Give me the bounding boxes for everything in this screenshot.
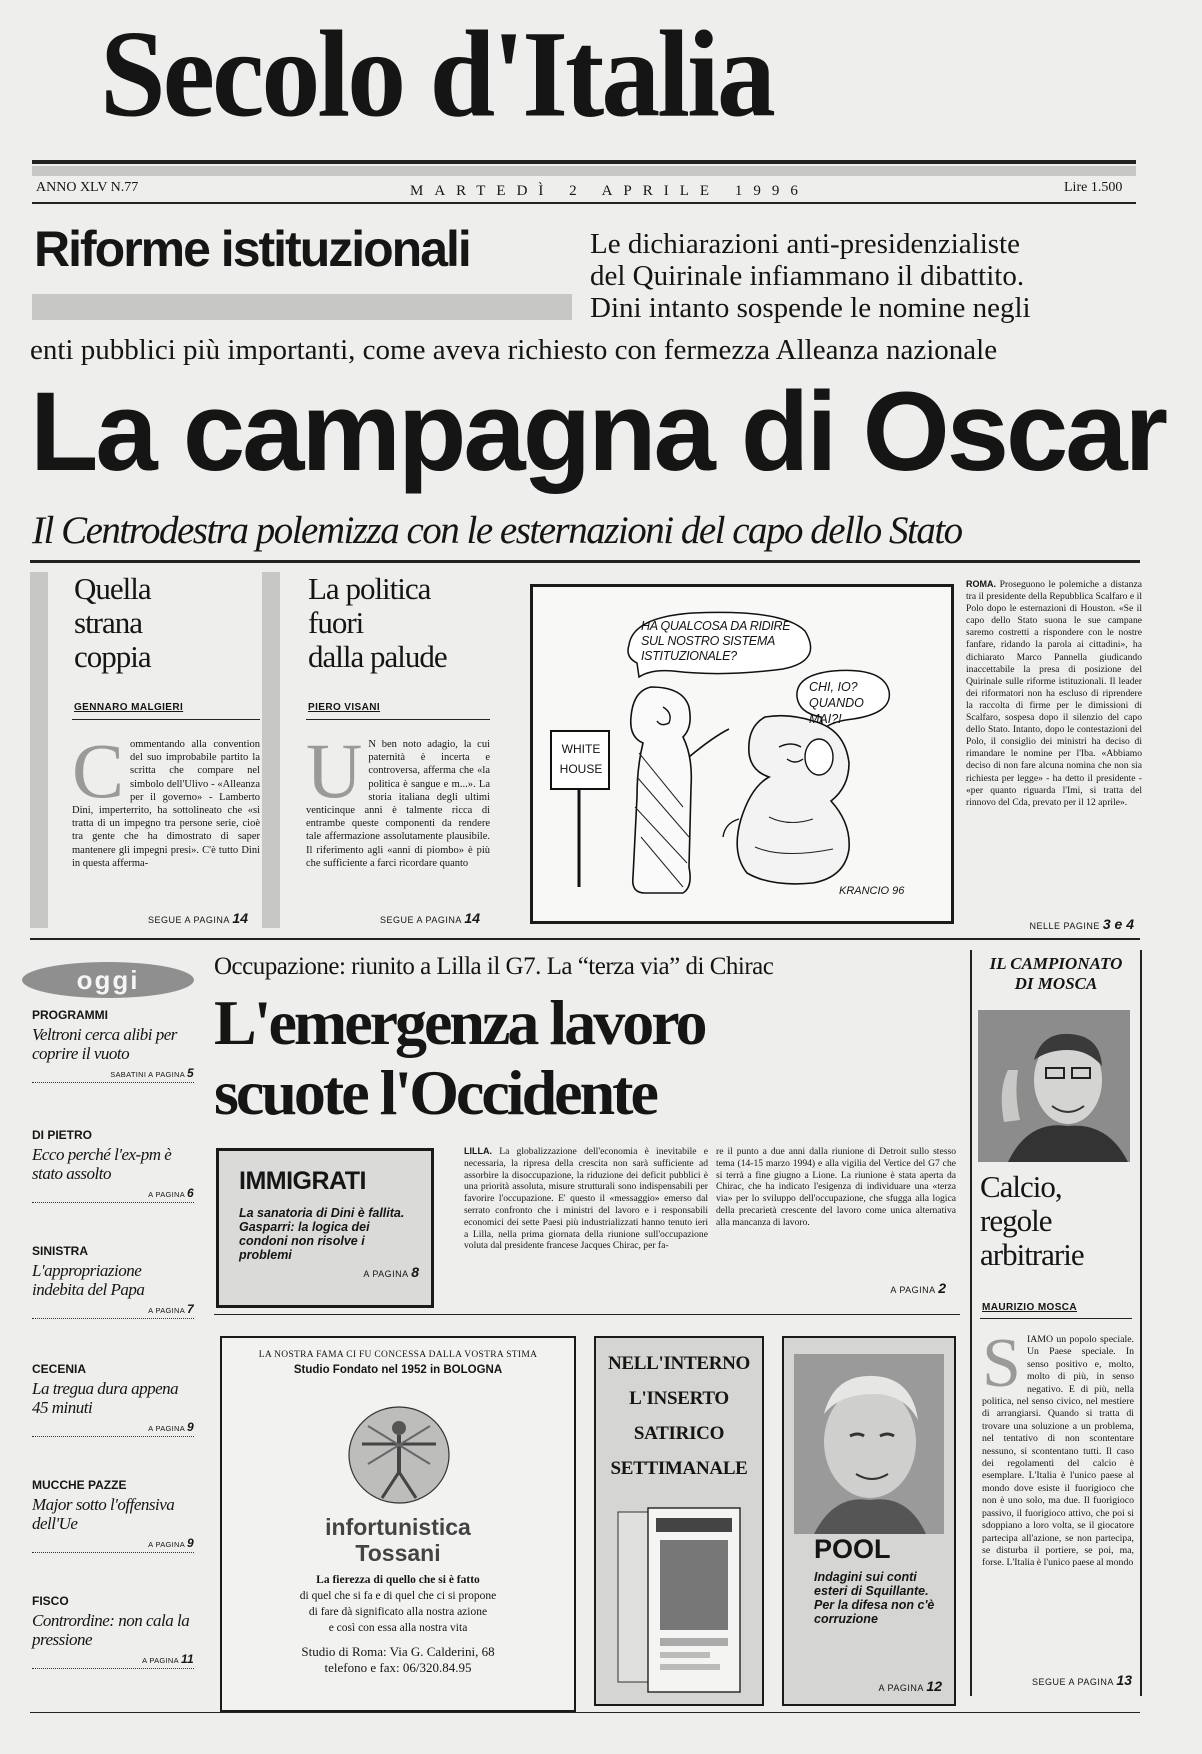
ad-quote xyxy=(222,1572,574,1636)
continue-label: SEGUE A PAGINA xyxy=(148,915,230,925)
ref-label: A PAGINA xyxy=(148,1306,185,1315)
cartoon-bubble-2 xyxy=(809,679,893,727)
sidebar-item[interactable] xyxy=(32,1244,194,1319)
kicker-grey-bar xyxy=(32,294,572,320)
brand-line: Tossani xyxy=(355,1540,441,1566)
kicker-deck xyxy=(590,228,1150,324)
bubble-line: QUANDO MAI?! xyxy=(809,696,864,726)
mosca-rubric xyxy=(976,954,1136,994)
sidebar-category: PROGRAMMI xyxy=(32,1008,108,1022)
page-number: 7 xyxy=(187,1302,194,1316)
byline-rule xyxy=(980,1318,1132,1319)
rubric-line: IL CAMPIONATO xyxy=(989,954,1123,973)
bubble-line: ISTITUZIONALE? xyxy=(641,649,737,663)
sidebar-category: DI PIETRO xyxy=(32,1128,93,1142)
lavoro-continue[interactable] xyxy=(800,1280,946,1296)
sidebar-item[interactable] xyxy=(32,1362,194,1437)
title-line: coppia xyxy=(74,639,151,674)
title-line: strana xyxy=(74,605,143,640)
bubble-line: CHI, IO? xyxy=(809,680,858,694)
col2-title xyxy=(308,572,490,674)
col1-body xyxy=(72,727,260,870)
ad-contact xyxy=(222,1644,574,1676)
ad-address: Studio di Roma: Via G. Calderini, 68 xyxy=(301,1644,495,1659)
immigrati-box[interactable] xyxy=(216,1148,434,1308)
body-text: IAMO un popolo speciale. Un Paese speciale. In senso positivo e, molto, molto di più, in senso negativo. E di più, nella politica, nel senso civico, nel mestiere di arrangiarsi. Quando si tratta di trovare una soluzione a un problema, nel tentativo di non scontentare nessuno, si scontentano tutti. Il caso dei regolamenti del calcio è esemplare. L'Italia è l'unico paese al mondo dove esiste il fuorigioco che non è uno solo, ma due. Il fuorigioco passivo, il fuorigioco attivo, che poi si sdoppiano a loro volta, se il giocatore partecipa all'azione, se non partecipa, se disturba il portiere, se poi, ma, forse. L'Italia è l'unico paese al mondo xyxy=(982,1334,1134,1569)
mosca-body xyxy=(982,1325,1134,1570)
page-number: 14 xyxy=(232,910,248,926)
edition-number: ANNO XLV N.77 xyxy=(36,180,139,195)
ad-line: Studio Fondato nel 1952 in BOLOGNA xyxy=(293,1364,503,1376)
sidebar-item[interactable] xyxy=(32,1594,194,1669)
page-number: 8 xyxy=(411,1264,419,1280)
masthead-rule xyxy=(32,160,1136,164)
article-body: Proseguono le polemiche a distanza tra il presidente della Repubblica Scalfaro e il Polo dopo le esternazioni di Houston. «Se il capo dello Stato suona le sue campane saremo costretti a rispondere con le nostre fanfare, ridando la parola ai cittadini», ha dichiarato Marco Pannella giudicando inaccettabile la presa di posizione del Quirinale sulle riforme istituzionali. Il leader dei riformatori non ha escluso di riprendere la raccolta di firme per le dimissioni di Scalfaro, sospesa dopo il silenzio del capo dello Stato. Intanto, dopo le contestazioni del Polo, il consiglio dei ministri ha deciso di rimandare le nomine per l'Iba. «Abbiamo deciso di non fare alcuna nomina che non sia richiesta per legge» - ha detto il presidente - «per quanto riguarda l'Imi, si tratta del rinnovo del Cda, prevato per il 12 aprile». xyxy=(966,579,1142,808)
sign-line: WHITE xyxy=(561,742,601,756)
col2-byline: PIERO VISANI xyxy=(308,702,381,713)
mosca-continue[interactable] xyxy=(980,1672,1132,1688)
quote-line: di fare dà significato alla nostra azione xyxy=(308,1606,488,1618)
lavoro-rule xyxy=(214,1314,960,1315)
bubble-line: HA QUALCOSA DA RIDIRE xyxy=(641,619,791,633)
deck-line: del Quirinale infiammano il dibattito. xyxy=(590,260,1025,292)
title-line: arbitrarie xyxy=(980,1237,1084,1272)
title-line: Calcio, xyxy=(980,1169,1062,1204)
pool-box[interactable] xyxy=(782,1336,956,1706)
dropcap: C xyxy=(72,727,125,814)
page-number: 13 xyxy=(1116,1672,1132,1688)
sidebar-page-ref xyxy=(32,1536,194,1553)
sidebar-category: CECENIA xyxy=(32,1362,87,1376)
sidebar-title: La tregua dura appena 45 minuti xyxy=(32,1379,179,1417)
byline-rule xyxy=(306,719,490,720)
inserto-box[interactable] xyxy=(594,1336,764,1706)
ref-label: A PAGINA xyxy=(363,1269,409,1279)
main-headline: La campagna di Oscar xyxy=(30,369,1166,494)
ref-label: A PAGINA xyxy=(878,1683,924,1693)
byline-rule xyxy=(72,719,260,720)
main-subhead: Il Centrodestra polemizza con le esternazioni del capo dello Stato xyxy=(32,509,962,552)
ad-brand xyxy=(222,1514,574,1566)
title-line: Quella xyxy=(74,571,151,606)
sidebar-page-ref xyxy=(32,1652,194,1669)
column-rule xyxy=(1140,950,1142,1696)
lavoro-col2 xyxy=(716,1146,956,1229)
sidebar-page-ref xyxy=(32,1420,194,1437)
title-line: fuori xyxy=(308,605,364,640)
vitruvian-man-icon xyxy=(344,1402,454,1508)
col2-article xyxy=(294,572,490,870)
mosca-photo xyxy=(978,1010,1130,1162)
ref-label: A PAGINA xyxy=(142,1656,179,1665)
brand-line: infortunistica xyxy=(325,1514,471,1540)
mosca-byline: MAURIZIO MOSCA xyxy=(982,1302,1078,1313)
masthead-band xyxy=(32,166,1136,176)
price: Lire 1.500 xyxy=(1064,180,1123,195)
cartoon-bubble-1 xyxy=(641,619,811,664)
col1-byline: GENNARO MALGIERI xyxy=(74,702,184,713)
section-rule xyxy=(30,938,1140,940)
title-line: regole xyxy=(980,1203,1052,1238)
article-body: La globalizzazione dell'economia è inevitabile e necessaria, la ripresa della crescita non sarà sufficiente ad assorbire la disoccupazione, la riduzione dei deficit pubblici è una priorità assoluta, misure strutturali sono indispensabili per favorire l'occupazione. E' questo il «messaggio» emerso dal serrato confronto che i ministri del lavoro e i responsabili economici dei sette Paesi più industrializzati hanno tenuto ieri a Lilla, nella prima giornata della riunione sull'occupazione voluta dal presidente francese Jacques Chirac, per fa- xyxy=(464,1146,708,1252)
page-number: 2 xyxy=(938,1280,946,1296)
title-line: dalla palude xyxy=(308,639,447,674)
sidebar-title: L'appropriazione indebita del Papa xyxy=(32,1261,145,1299)
col2-continue[interactable] xyxy=(330,910,480,926)
col1-grey-strip xyxy=(30,572,48,928)
dateline: ROMA. xyxy=(966,579,996,589)
roma-continue[interactable] xyxy=(966,916,1134,932)
cartoon-signature: KRANCIO 96 xyxy=(839,885,905,897)
col1-title xyxy=(74,572,262,674)
lavoro-kicker: Occupazione: riunito a Lilla il G7. La “terza via” di Chirac xyxy=(214,953,774,980)
inserto-line: L'INSERTO xyxy=(629,1388,729,1409)
sidebar-category: MUCCHE PAZZE xyxy=(32,1478,127,1492)
page-number: 9 xyxy=(187,1420,194,1434)
quote-line: e così con essa alla nostra vita xyxy=(328,1622,468,1634)
ref-label: A PAGINA xyxy=(148,1424,185,1433)
sidebar-item[interactable] xyxy=(32,1128,194,1203)
sidebar-category: FISCO xyxy=(32,1594,69,1608)
page-number: 11 xyxy=(180,1652,194,1666)
mosca-portrait xyxy=(978,1010,1130,1162)
ref-label: A PAGINA xyxy=(148,1540,185,1549)
bubble-line: SUL NOSTRO SISTEMA xyxy=(641,634,775,648)
bottom-rule xyxy=(30,1712,1140,1713)
ref-label: A PAGINA xyxy=(890,1285,936,1295)
col2-body xyxy=(306,727,490,870)
immigrati-text: La sanatoria di Dini è fallita. Gasparri: la logica dei condoni non risolve i problemi xyxy=(239,1206,405,1262)
col1-article xyxy=(62,572,262,870)
quote-line: di quel che si fa e di quel che ci si propone xyxy=(299,1590,497,1602)
page-number: 14 xyxy=(464,910,480,926)
immigrati-title: IMMIGRATI xyxy=(239,1167,366,1195)
page-number: 6 xyxy=(187,1186,194,1200)
sidebar-title: Ecco perché l'ex-pm è stato assolto xyxy=(32,1145,172,1183)
continue-label: SEGUE A PAGINA xyxy=(380,915,462,925)
ref-label: SABATINI A PAGINA xyxy=(110,1070,185,1079)
sign-line: HOUSE xyxy=(559,762,603,776)
sidebar-title: Major sotto l'offensiva dell'Ue xyxy=(32,1495,175,1533)
sidebar-item[interactable] xyxy=(32,1478,194,1553)
deck-line: Le dichiarazioni anti-presidenzialiste xyxy=(590,228,1020,260)
political-cartoon xyxy=(530,584,954,924)
inserto-line: SETTIMANALE xyxy=(610,1458,748,1479)
tossani-ad[interactable] xyxy=(220,1336,576,1712)
cartoon-sign xyxy=(555,739,607,779)
sidebar-page-ref xyxy=(32,1302,194,1319)
masthead-bottom-rule xyxy=(32,202,1136,204)
lavoro-headline: scuote l'Occidente xyxy=(214,1057,656,1128)
page-number: 12 xyxy=(926,1678,942,1694)
lavoro-headline: L'emergenza lavoro xyxy=(214,987,705,1058)
deck-line: enti pubblici più importanti, come aveva richiesto con fermezza Alleanza nazionale xyxy=(30,334,998,366)
pool-photo xyxy=(794,1354,944,1534)
col1-continue[interactable] xyxy=(92,910,248,926)
ad-line: LA NOSTRA FAMA CI FU CONCESSA DALLA VOSTRA STIMA xyxy=(258,1350,538,1360)
sidebar-page-ref xyxy=(32,1066,194,1083)
body-text: N ben noto adagio, la cui paternità è incerta e controversa, afferma che «la politica è sangue e m...». La storia italiana degli ultimi venticinque anni è talmente ricca di entrambe queste componenti da rendere tale affermazione assolutamente plausibile. Il riferimento agli «anni di piombo» è più che sufficiente a farci ricordare quanto xyxy=(306,739,490,869)
inserto-line: SATIRICO xyxy=(633,1423,725,1444)
sidebar-category: SINISTRA xyxy=(32,1244,89,1258)
mosca-title xyxy=(980,1170,1138,1272)
deck-line: Dini intanto sospende le nomine negli xyxy=(590,292,1031,324)
masthead-title: Secolo d'Italia xyxy=(100,5,773,143)
column-rule xyxy=(970,950,972,1696)
article-body: re il punto a due anni dalla riunione di Detroit sullo stesso tema (14-15 marzo 1994) e alla vigilia del Vertice del G7 che si terrà a fine giugno a Lione. La riunione è stata aperta da Chirac, che ha indicato l'esigenza di individuare una «terza via» per lo sviluppo dell'occupazione, che sfugga alla logica della precarietà crescente del lavoro come unica alternativa alla mancanza di lavoro. xyxy=(716,1146,956,1228)
dateline: LILLA. xyxy=(464,1146,492,1156)
dropcap: S xyxy=(982,1325,1021,1402)
issue-date: MARTEDÌ 2 APRILE 1996 xyxy=(410,183,809,199)
subhead-rule xyxy=(30,560,1140,563)
page-number: 9 xyxy=(187,1536,194,1550)
ad-phone: telefono e fax: 06/320.84.95 xyxy=(324,1660,472,1675)
col2-grey-strip xyxy=(262,572,280,928)
roma-article xyxy=(966,578,1142,809)
ref-label: A PAGINA xyxy=(148,1190,185,1199)
rubric-line: DI MOSCA xyxy=(1014,974,1098,993)
page-number: 5 xyxy=(187,1066,194,1080)
lavoro-col1 xyxy=(464,1146,708,1252)
oggi-badge: oggi xyxy=(22,962,194,998)
continue-label: SEGUE A PAGINA xyxy=(1032,1677,1114,1687)
inserto-title xyxy=(596,1346,762,1486)
title-line: La politica xyxy=(308,571,431,606)
inserto-line: NELL'INTERNO xyxy=(607,1353,751,1374)
sidebar-title: Veltroni cerca alibi per coprire il vuoto xyxy=(32,1025,177,1063)
page-number: 3 e 4 xyxy=(1102,916,1134,932)
pool-text: Indagini sui conti esteri di Squillante. Per la difesa non c'è corruzione xyxy=(814,1570,935,1626)
kicker-title: Riforme istituzionali xyxy=(34,221,470,277)
pool-title: POOL xyxy=(814,1534,891,1564)
body-text: ommentando alla convention del suo improbabile partito la scritta che compare nel simbolo dell'Ulivo - «Alleanza per il governo» - Lamberto Dini, imperterrito, ha sottolineato che «si tratta di un impegno tra persone serie, cioè tra gente che ha dimostrato di saper mantenere gli impegni presi». C'è tutto Dini in questa afferma- xyxy=(72,739,260,869)
dropcap: U xyxy=(306,727,363,814)
pages-label: NELLE PAGINE xyxy=(1029,921,1100,931)
sidebar-title: Contrordine: non cala la pressione xyxy=(32,1611,190,1649)
quote-line: La fierezza di quello che si è fatto xyxy=(316,1574,480,1586)
sidebar-item[interactable] xyxy=(32,1008,194,1083)
sidebar-page-ref xyxy=(32,1186,194,1203)
inserto-cover-image xyxy=(614,1506,744,1696)
